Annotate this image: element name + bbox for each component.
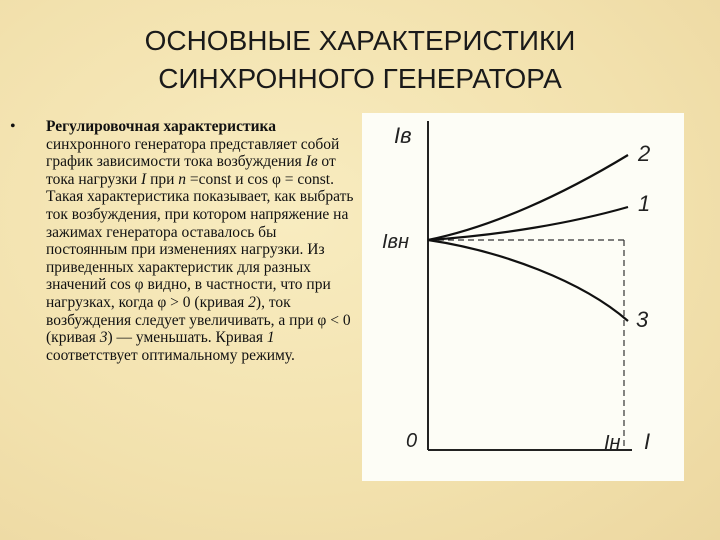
xn-label: Iн [604,432,621,454]
symbol-iv: Iв [305,153,318,171]
title-line-2: СИНХРОННОГО ГЕНЕРАТОРА [158,63,562,94]
text-part: при [146,170,179,188]
term-bold: Регулировочная характеристика [46,118,276,135]
regulation-characteristic-figure [362,113,684,481]
bullet-marker: • [10,118,16,135]
curve-ref-2: 2 [248,293,256,311]
text-part: соответствует оптимальному режиму. [46,346,295,364]
characteristic-diagram [362,113,684,481]
symbol-n: n [178,170,187,188]
text-part: синхронного генератора представляет собой график зависимости тока возбуждения [46,135,340,171]
symbol-i: I [141,170,147,188]
slide-title [0,22,720,98]
body-text [46,118,356,364]
y-axis-label: Iв [394,123,412,148]
curve-2 [428,155,628,240]
curve-1 [428,207,628,240]
x-axis-label: I [644,429,651,454]
y0-label: Iвн [382,231,410,253]
curve-3 [428,240,628,321]
curve-ref-3: 3 [99,329,108,347]
title-line-1: ОСНОВНЫЕ ХАРАКТЕРИСТИКИ [144,25,576,56]
curve-label-1: 1 [638,191,651,216]
curve-label-3: 3 [636,307,649,332]
curve-ref-1: 1 [266,329,275,347]
origin-label: 0 [406,430,418,452]
text-part: ), ток возбуждения следует увеличивать, а при φ < 0 (кривая [46,293,351,347]
curve-label-2: 2 [638,141,651,166]
text-part: от тока нагрузки [46,153,336,188]
text-part: =const и cos φ = const. Такая характеристика показывает, как выбрать ток возбуждения, при котором напряжение на зажимах генератора оставалось бы постоянным при изменениях нагрузки. Из приведенных характеристик для разных значений cos φ видно, в частности, что при нагрузках, когда φ > 0 (кривая [46,170,354,311]
text-part: ) — уменьшать. Кривая [107,329,267,347]
